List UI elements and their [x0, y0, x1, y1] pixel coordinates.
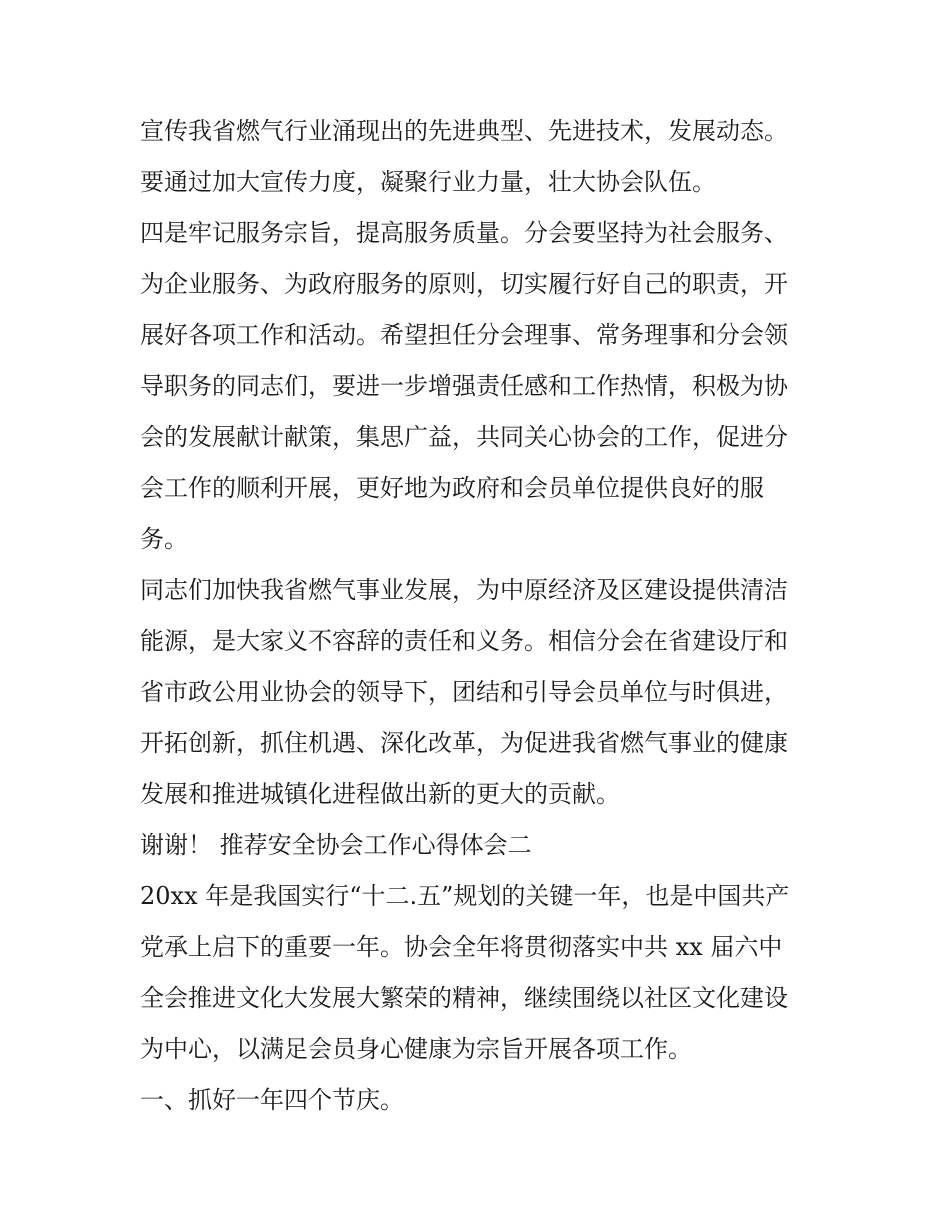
list-item-heading: 一、抓好一年四个节庆。: [140, 1086, 404, 1114]
text-line: 为企业服务、为政府服务的原则，切实履行好自己的职责，开: [140, 270, 788, 298]
text-line: 四是牢记服务宗旨，提高服务质量。分会要坚持为社会服务、: [140, 219, 788, 247]
text-line: 20xx 年是我国实行“十二.五”规划的关键一年，也是中国共产: [140, 882, 790, 910]
text-line: 省市政公用业协会的领导下，团结和引导会员单位与时俱进，: [140, 678, 788, 706]
text-line: 党承上启下的重要一年。协会全年将贯彻落实中共 xx 届六中: [140, 933, 783, 961]
text-line: 同志们加快我省燃气事业发展，为中原经济及区建设提供清洁: [140, 576, 788, 604]
text-line: 能源，是大家义不容辞的责任和义务。相信分会在省建设厅和: [140, 627, 788, 655]
document-body: [140, 106, 830, 1126]
text-line: 会的发展献计献策，集思广益，共同关心协会的工作，促进分: [140, 423, 788, 451]
text-line: 发展和推进城镇化进程做出新的更大的贡献。: [140, 780, 620, 808]
text-line: 宣传我省燃气行业涌现出的先进典型、先进技术，发展动态。: [140, 117, 788, 145]
text-line: 全会推进文化大发展大繁荣的精神，继续围绕以社区文化建设: [140, 984, 788, 1012]
text-line: 要通过加大宣传力度，凝聚行业力量，壮大协会队伍。: [140, 168, 716, 196]
text-line: 务。: [140, 525, 188, 553]
section-heading: 谢谢！ 推荐安全协会工作心得体会二: [140, 831, 532, 859]
text-line: 为中心，以满足会员身心健康为宗旨开展各项工作。: [140, 1035, 692, 1063]
text-line: 会工作的顺利开展，更好地为政府和会员单位提供良好的服: [140, 474, 764, 502]
text-line: 开拓创新，抓住机遇、深化改革，为促进我省燃气事业的健康: [140, 729, 788, 757]
text-line: 导职务的同志们，要进一步增强责任感和工作热情，积极为协: [140, 372, 788, 400]
text-line: 展好各项工作和活动。希望担任分会理事、常务理事和分会领: [140, 321, 788, 349]
